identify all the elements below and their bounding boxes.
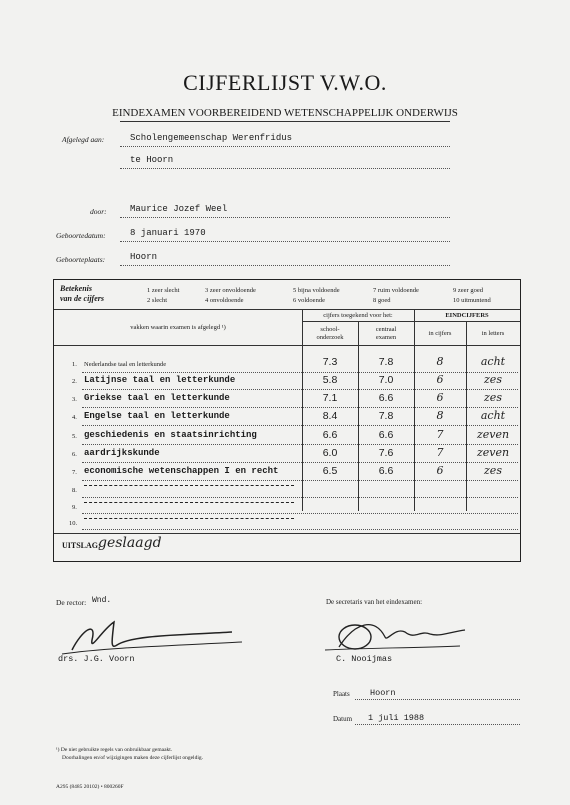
row-line [82,462,518,463]
afgelegd-line-1 [120,146,450,147]
row-number: 2. [72,378,77,385]
centraal-cell: 7.8 [378,356,394,368]
schoolonderzoek-cell: 6.5 [322,465,338,477]
plaats-line [355,699,520,700]
legend-item-3: 3 zeer onvoldoende [205,287,256,294]
subject-name: aardrijkskunde [84,448,160,458]
eindcijfer-cell: 8 [436,409,444,422]
legend-item-4: 4 onvoldoende [205,297,244,304]
geboorteplaats-value: Hoorn [130,252,158,262]
centraal-cell: 7.8 [378,410,394,422]
row-number: 9. [72,504,77,511]
row-number: 1. [72,361,77,368]
subtitle-underline [120,121,450,122]
row-line [82,480,518,481]
afgelegd-label: Afgelegd aan: [62,135,105,144]
header-subline [302,321,520,322]
legend-item-2: 2 slecht [147,297,168,304]
vakken-header: vakken waarin examen is afgelegd ¹) [130,324,226,331]
datum-value: 1 juli 1988 [368,713,425,723]
footnote-2: Doorhalingen en/of wijzigingen maken deze cijferlijst ongeldig. [62,755,203,761]
row-number: 7. [72,469,77,476]
secretaris-label: De secretaris van het eindexamen: [326,598,423,606]
legend-item-1: 1 zeer slecht [147,287,180,294]
row-line [82,425,518,426]
door-value: Maurice Jozef Weel [130,204,228,214]
subject-name: geschiedenis en staatsinrichting [84,430,257,440]
secretaris-name: C. Nooijmas [336,654,393,664]
directeur-prefix: Wnd. [92,596,112,605]
struck-line [84,518,294,519]
in-cijfers-header: in cijfers [428,330,452,337]
row-number: 10. [69,520,78,527]
row-line [82,497,518,498]
legend-item-6: 6 voldoende [293,297,325,304]
row-line [82,389,518,390]
struck-line [84,502,294,503]
row-number: 5. [72,433,77,440]
struck-line [84,485,294,486]
datum-label: Datum [333,715,353,723]
eindcijfer-cell: 6 [436,373,444,386]
centraal-cell: 7.0 [378,374,394,386]
eindcijfer-cell: 6 [436,391,444,404]
row-line [82,444,518,445]
directeur-name: drs. J.G. Voorn [58,654,135,664]
letters-cell: zes [484,391,502,404]
plaats-label: Plaats [333,690,350,698]
geboortedatum-value: 8 januari 1970 [130,228,206,238]
geboorteplaats-line [120,265,450,266]
schoolonderzoek-cell: 6.0 [322,447,338,459]
geboorteplaats-label: Geboorteplaats: [56,255,106,264]
cijfers-header: cijfers toegekend voor het: [323,312,393,319]
letters-cell: zeven [476,428,510,441]
row-line [82,513,518,514]
eindcijfer-cell: 7 [436,446,444,459]
legend-title-2: van de cijfers [60,294,104,303]
subject-name: economische wetenschappen I en recht [84,466,279,476]
door-label: door: [90,207,107,216]
legend-item-9: 9 zeer goed [453,287,483,294]
footnote-1: ¹) De niet gebruikte regels van onbruikbaar gemaakt. [56,747,173,753]
eindcijfer-cell: 7 [436,428,444,441]
schoolonderzoek-cell: 5.8 [322,374,338,386]
eindcijfer-cell: 8 [436,355,444,368]
in-letters-header: in letters [481,330,505,337]
centraal-cell: 7.6 [378,447,394,459]
uitslag-value: geslaagd [98,535,162,551]
legend-item-7: 7 ruim voldoende [373,287,419,294]
letters-cell: zeven [476,446,510,459]
schoolonderzoek-cell: 7.3 [322,356,338,368]
afgelegd-line-2 [120,168,450,169]
geboortedatum-line [120,241,450,242]
centraal-cell: 6.6 [378,465,394,477]
legend-divider [54,309,520,310]
subject-name: Nederlandse taal en letterkunde [84,361,167,368]
schoolonderzoek-header: school- onderzoek [316,326,344,341]
eindcijfer-cell: 6 [436,464,444,477]
centraal-header: centraal examen [375,326,397,341]
row-number: 3. [72,396,77,403]
schoolonderzoek-cell: 8.4 [322,410,338,422]
row-number: 8. [72,487,77,494]
eindcijfers-header: EINDCIJFERS [445,312,489,319]
schoolonderzoek-cell: 7.1 [322,392,338,404]
legend-title-1: Betekenis [60,284,92,293]
legend-item-10: 10 uitmuntend [453,297,491,304]
uitslag-divider [54,533,520,534]
subject-name: Engelse taal en letterkunde [84,411,230,421]
centraal-cell: 6.6 [378,429,394,441]
row-number: 4. [72,414,77,421]
afgelegd-value-2: te Hoorn [130,155,174,165]
legend-item-8: 8 goed [373,297,391,304]
plaats-value: Hoorn [370,688,396,698]
directeur-label: De rector: [56,598,87,607]
letters-cell: zes [484,373,502,386]
form-code: A295 (8485 20102) • 800260F [56,784,124,790]
uitslag-label: UITSLAG: [62,541,101,550]
schoolonderzoek-cell: 6.6 [322,429,338,441]
subject-name: Latijnse taal en letterkunde [84,375,236,385]
geboortedatum-label: Geboortedatum: [56,231,106,240]
door-line [120,217,450,218]
letters-cell: acht [480,355,506,368]
centraal-cell: 6.6 [378,392,394,404]
page-subtitle: EINDEXAMEN VOORBEREIDEND WETENSCHAPPELIJK ONDERWIJS [112,107,458,119]
subject-name: Griekse taal en letterkunde [84,393,230,403]
legend-item-5: 5 bijna voldoende [293,287,340,294]
datum-line [355,724,520,725]
row-line [82,529,518,530]
row-number: 6. [72,451,77,458]
header-bottom-line [54,345,520,346]
letters-cell: zes [484,464,502,477]
row-line [82,407,518,408]
letters-cell: acht [480,409,506,422]
afgelegd-value-1: Scholengemeenschap Werenfridus [130,133,293,143]
page-title: CIJFERLIJST V.W.O. [183,70,387,95]
